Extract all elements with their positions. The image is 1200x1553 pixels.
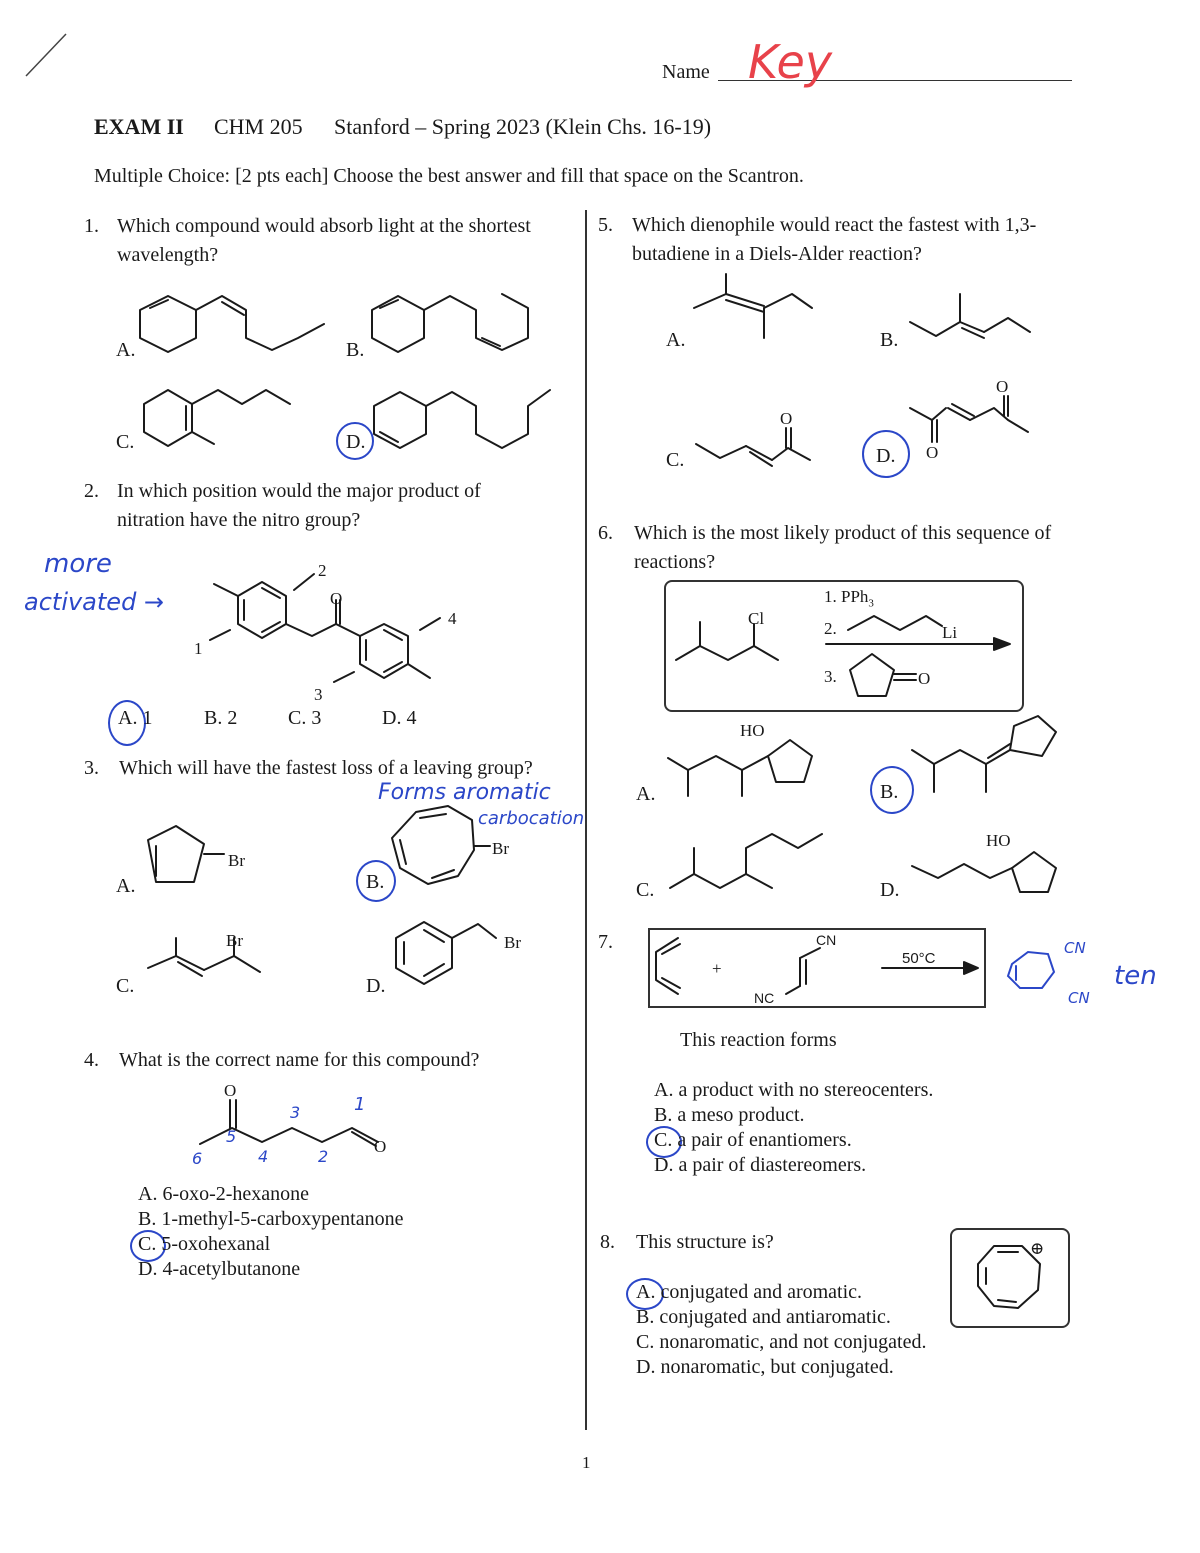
q2-option-a: A. 1 [118,707,153,729]
q5-text-line1: Which dienophile would react the fastest with 1,3- [632,214,1037,236]
q6-reagent-2: 2. [824,619,837,638]
q5-structure-a [692,274,822,342]
q4-number: 4. [84,1049,99,1071]
q2-text-line2: nitration have the nitro group? [117,509,361,531]
q5-structure-c [694,424,824,468]
q6-text-line1: Which is the most likely product of this sequence of [634,522,1052,544]
q5-option-a: A. [666,329,686,351]
q4-option-a: A. 6-oxo-2-hexanone [138,1183,310,1205]
q6-cyclopentanone [846,652,926,702]
q8-option-d: D. nonaromatic, but conjugated. [636,1356,894,1378]
q7-plus: + [712,959,722,978]
q2-text-line1: In which position would the major product of [117,480,481,502]
column-divider [585,210,587,1430]
q3-number: 3. [84,757,99,779]
q3-option-d: D. [366,975,386,997]
q1-option-c: C. [116,431,135,453]
q6-structure-b [910,714,1060,796]
q2-carbonyl-o: O [330,589,343,608]
q7-option-a: A. a product with no stereocenters. [654,1079,934,1101]
q3-text-line1: Which will have the fastest loss of a leaving group? [119,757,533,779]
q5-option-c: C. [666,449,685,471]
q3-br-d: Br [504,933,521,952]
q7-option-d: D. a pair of diastereomers. [654,1154,867,1176]
instructions: Multiple Choice: [2 pts each] Choose the best answer and fill that space on the Scantron. [94,165,804,187]
note-ten: ten [1114,961,1157,991]
q6-reactant [672,612,792,672]
q6-reagent-3: 3. [824,667,837,686]
q3-br-c: Br [226,931,243,950]
q6-option-c: C. [636,879,655,901]
q1-text-line2: wavelength? [117,244,219,266]
q4-num-6: 6 [192,1149,203,1168]
q7-nc: NC [754,990,775,1006]
q5-o-d1: O [996,377,1009,396]
q3-option-c: C. [116,975,135,997]
q4-option-d: D. 4-acetylbutanone [138,1258,301,1280]
q7-product-cn-top: CN [1064,939,1086,957]
q3-structure-a [146,824,236,890]
q6-reagent-1: 1. PPh$_3$ [824,587,874,610]
q6-arrow [824,636,1014,652]
q7-arrow [880,960,980,976]
q6-structure-a [666,736,816,800]
q8-text-line1: This structure is? [636,1231,774,1253]
q1-text-line1: Which compound would absorb light at the shortest [117,215,531,237]
q4-num-4: 4 [258,1147,269,1166]
q3-structure-c [148,938,268,994]
q7-product-cn-bottom: CN [1068,989,1090,1007]
q5-text-line2: butadiene in a Diels-Alder reaction? [632,243,922,265]
q6-li: Li [942,623,958,642]
q6-option-d: D. [880,879,900,901]
q1-structure-b [372,288,542,358]
q2-pos-1: 1 [194,639,203,658]
q5-structure-b [908,292,1038,342]
q8-option-a: A. conjugated and aromatic. [636,1281,863,1303]
q6-structure-c [668,830,828,894]
q2-structure [200,560,480,710]
q2-number: 2. [84,480,99,502]
note-forms-aromatic: Forms aromatic [378,780,551,805]
q7-option-b: B. a meso product. [654,1104,805,1126]
note-more: more [44,549,112,579]
q1-structure-c [144,378,294,448]
q6-option-a: A. [636,783,656,805]
note-carbocation: carbocation [478,808,585,829]
q1-structure-a [140,288,340,358]
q1-option-a: A. [116,339,136,361]
q7-option-c: C. a pair of enantiomers. [654,1129,852,1151]
q1-number: 1. [84,215,99,237]
q5-number: 5. [598,214,613,236]
q4-text-line1: What is the correct name for this compound? [119,1049,480,1071]
q8-number: 8. [600,1231,615,1253]
page-number: 1 [582,1453,591,1472]
q1-option-d: D. [346,431,366,453]
q7-diene [652,934,692,1000]
q6-ho-a: HO [740,721,765,740]
q7-temp: 50°C [902,950,936,967]
name-label: Name [662,61,710,83]
q2-option-d: D. 4 [382,707,417,729]
q7-number: 7. [598,931,613,953]
q2-pos-4: 4 [448,609,457,628]
q4-num-5: 5 [226,1127,237,1146]
q6-structure-d [910,842,1060,898]
q4-option-c: C. 5-oxohexanal [138,1233,271,1255]
q3-option-a: A. [116,875,136,897]
q7-cn: CN [816,932,837,948]
q8-option-b: B. conjugated and antiaromatic. [636,1306,891,1328]
q8-charge: ⊕ [1030,1239,1045,1258]
q4-num-2: 2 [318,1147,329,1166]
q4-num-3: 3 [290,1103,301,1122]
q6-o: O [918,669,931,688]
q6-cl: Cl [748,609,765,628]
q2-option-c: C. 3 [288,707,322,729]
q6-ho-d: HO [986,831,1011,850]
q3-br-a: Br [228,851,245,870]
q3-structure-d [396,918,506,988]
note-activated: activated → [24,588,165,616]
q5-option-b: B. [880,329,899,351]
q3-option-b: B. [366,871,385,893]
q4-num-1: 1 [354,1094,366,1115]
q6-butyl [846,612,946,638]
q4-o-right: O [374,1137,387,1156]
name-value: Key [748,35,833,89]
q8-option-c: C. nonaromatic, and not conjugated. [636,1331,927,1353]
q2-pos-2: 2 [318,561,327,580]
q5-option-d: D. [876,445,896,467]
q2-pos-3: 3 [314,685,323,704]
q6-text-line2: reactions? [634,551,716,573]
q4-o-top: O [224,1081,237,1100]
pen-slash-mark [20,30,70,80]
q7-statement: This reaction forms [680,1029,837,1051]
q5-o-d2: O [926,443,939,462]
course-code: CHM 205 [214,114,303,139]
exam-term: Stanford – Spring 2023 (Klein Chs. 16-19) [334,114,712,139]
exam-title: EXAM II [94,114,184,139]
q2-option-b: B. 2 [204,707,238,729]
q6-option-b: B. [880,781,899,803]
q3-br-b: Br [492,839,509,858]
q4-option-b: B. 1-methyl-5-carboxypentanone [138,1208,404,1230]
q1-structure-d [374,378,564,448]
q5-o-c: O [780,409,793,428]
q6-number: 6. [598,522,613,544]
q1-option-b: B. [346,339,365,361]
